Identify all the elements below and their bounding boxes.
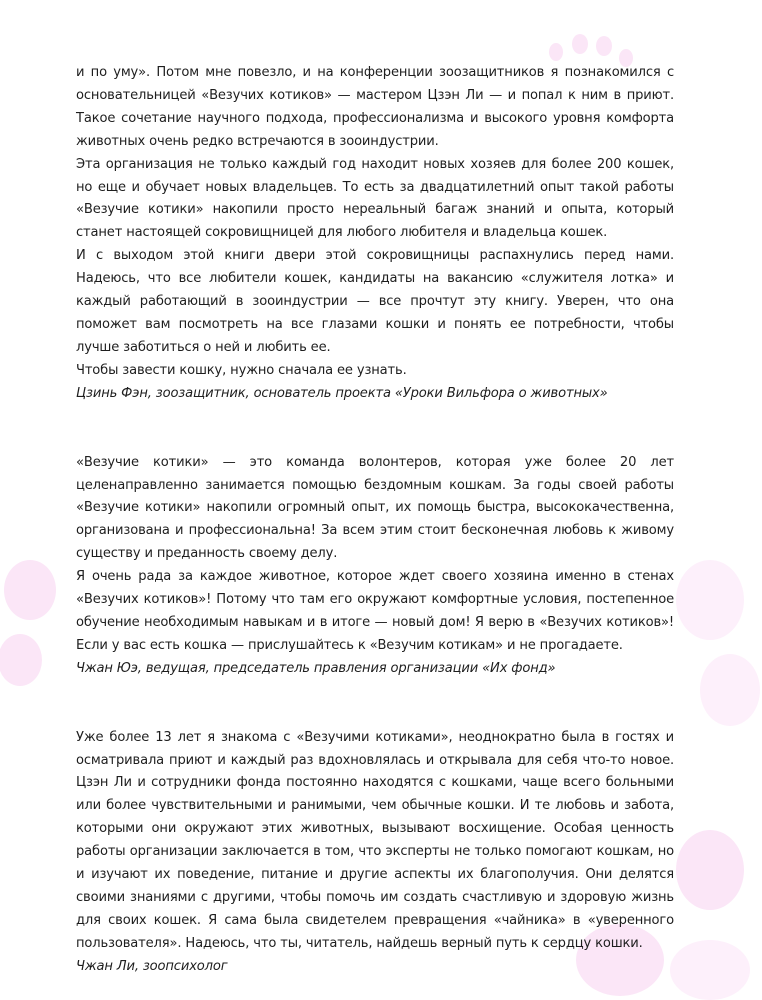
signature: Цзинь Фэн, зоозащитник, основатель проекта «Уроки Вильфора о животных» — [76, 385, 608, 401]
signature: Чжан Юэ, ведущая, председатель правления организации «Их фонд» — [76, 660, 556, 676]
paragraph: И с выходом этой книги двери этой сокровищницы распахнулись перед нами. Надеюсь, что все любители кошек, кандидаты на вакансию «служителя лотка» и каждый работающий в зооиндустрии — все прочтут эту книгу. Уверен, что она поможет вам посмотреть на все глазами кошки и понять ее потребности, чтобы лучше заботиться о ней и любить ее. — [76, 248, 674, 355]
testimonial-jin-feng — [76, 62, 674, 406]
testimonial-zhang-yue — [76, 452, 674, 681]
testimonial-zhang-li — [76, 727, 674, 979]
paragraph: Я очень рада за каждое животное, которое ждет своего хозяина именно в стенах «Везучих котиков»! Потому что там его окружают комфортные условия, постепенное обучение необходимым навыкам и в итоге — новый дом! Я верю в «Везучих котиков»! Если у вас есть кошка — прислушайтесь к «Везучим котикам» и не прогадаете. — [76, 569, 674, 653]
signature: Чжан Ли, зоопсихолог — [76, 958, 228, 974]
paragraph: Уже более 13 лет я знакома с «Везучими котиками», неоднократно была в гостях и осматривала приют и каждый раз вдохновлялась и открывала для себя что-то новое. Цзэн Ли и сотрудники фонда постоянно находятся с кошками, чаще всего больными или более чувствительными и ранимыми, чем обычные кошки. И те любовь и забота, которыми они окружают этих животных, вызывают восхищение. Особая ценность работы организации заключается в том, что эксперты не только помогают кошкам, но и изучают их поведение, питание и другие аспекты их благополучия. Они делятся своими знаниями с другими, чтобы помочь им создать счастливую и здоровую жизнь для своих кошек. Я сама была свидетелем превращения «чайника» в «уверенного пользователя». Надеюсь, что ты, читатель, найдешь верный путь к сердцу кошки. — [76, 729, 674, 951]
page-content — [76, 62, 674, 979]
paw-print-icon-left — [0, 560, 70, 690]
paragraph: Чтобы завести кошку, нужно сначала ее узнать. — [76, 362, 407, 378]
paragraph: Эта организация не только каждый год находит новых хозяев для более 200 кошек, но еще и обучает новых владельцев. То есть за двадцатилетний опыт такой работы «Везучие котики» накопили просто нереальный багаж знаний и опыта, который станет настоящей сокровищницей для любого любителя и владельца кошек. — [76, 156, 674, 241]
paragraph: и по уму». Потом мне повезло, и на конференции зоозащитников я познакомился с основательницей «Везучих котиков» — мастером Цзэн Ли — и попал к ним в приют. Такое сочетание научного подхода, профессионализма и высокого уровня комфорта животных очень редко встречаются в зооиндустрии. — [76, 65, 674, 149]
paragraph: «Везучие котики» — это команда волонтеров, которая уже более 20 лет целенаправленно занимается помощью бездомным кошкам. За годы своей работы «Везучие котики» накопили огромный опыт, их помощь быстра, высококачественна, организована и профессиональна! За всем этим стоит бесконечная любовь к живому существу и преданность своему делу. — [76, 454, 674, 562]
